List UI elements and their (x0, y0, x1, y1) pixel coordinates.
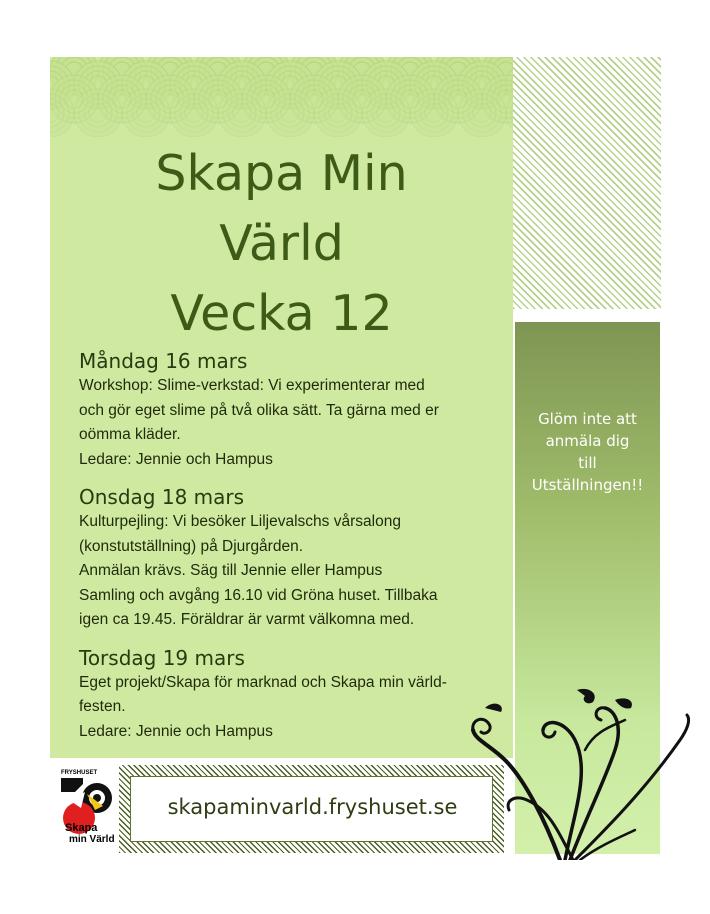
reminder-line: till (578, 454, 597, 472)
event-text: Eget projekt/Skapa för marknad och Skapa min värld- (79, 673, 447, 691)
logo-name-line1: Skapa (65, 822, 98, 834)
flyer-main-panel (50, 57, 513, 758)
reminder-text (519, 408, 656, 496)
event-text: Anmälan krävs. Säg till Jennie eller Hampus (79, 562, 383, 579)
event-text: igen ca 19.45. Föräldrar är varmt välkomna med. (79, 611, 415, 628)
reminder-line: Utställningen!! (531, 476, 644, 494)
skapa-min-varld-logo (57, 770, 119, 848)
logo-name-line2: min Värld (69, 834, 115, 845)
event-heading: Måndag 16 mars (79, 349, 248, 373)
title-line-1: Skapa Min (155, 145, 408, 202)
website-banner (119, 765, 504, 853)
event-heading: Onsdag 18 mars (79, 485, 245, 509)
event-heading: Torsdag 19 mars (79, 645, 245, 670)
event-text: Ledare: Jennie och Hampus (79, 722, 273, 740)
reminder-line: Glöm inte att (538, 410, 637, 428)
striped-panel (513, 57, 661, 309)
event-wednesday (79, 484, 499, 633)
title-line-2: Värld (219, 215, 344, 272)
event-list (79, 348, 499, 756)
event-text: och gör eget slime på två olika sätt. Ta gärna med er (79, 401, 439, 419)
event-text: Ledare: Jennie och Hampus (79, 450, 273, 468)
scallop-pattern (50, 57, 513, 137)
title-line-3: Vecka 12 (170, 285, 393, 342)
event-text: oömma kläder. (79, 426, 181, 443)
event-monday (79, 348, 499, 472)
event-text: festen. (79, 698, 126, 715)
reminder-line: anmäla dig (545, 432, 630, 450)
event-text: (konstutställning) på Djurgården. (79, 537, 304, 555)
logo-org-text: FRYSHUSET (61, 770, 98, 776)
event-text: Workshop: Slime-verkstad: Vi experimenterar med (79, 377, 425, 394)
event-text: Samling och avgång 16.10 vid Gröna huset. Tillbaka (79, 586, 438, 604)
event-text: Kulturpejling: Vi besöker Liljevalschs vårsalong (79, 513, 401, 530)
website-link[interactable]: skapaminvarld.fryshuset.se (167, 795, 458, 819)
flyer-title (50, 139, 513, 349)
website-box (130, 776, 493, 842)
event-thursday (79, 645, 499, 745)
